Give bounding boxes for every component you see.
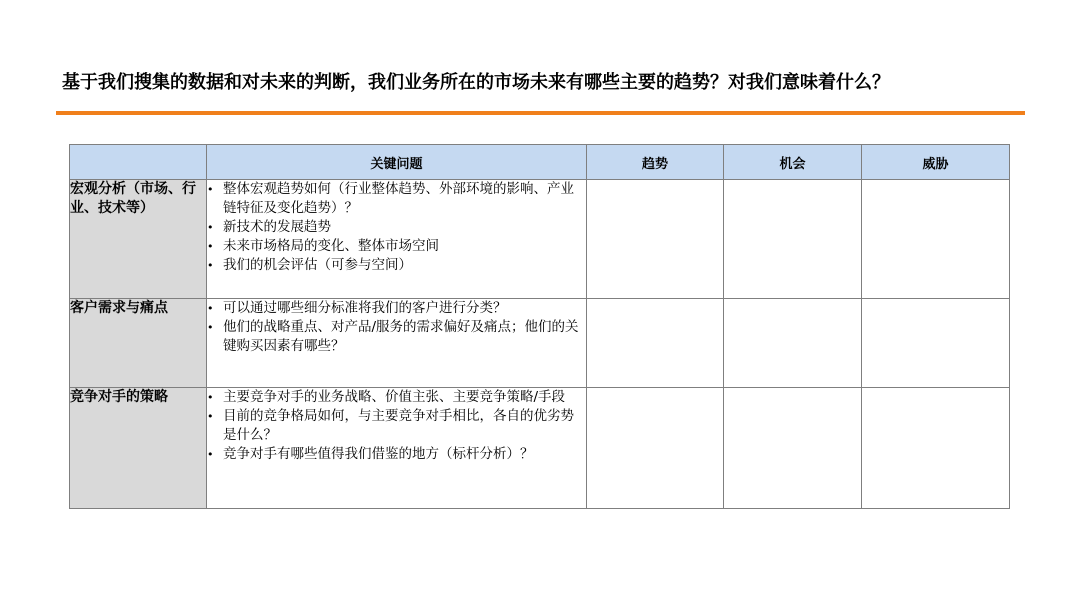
table-row	[70, 388, 1010, 509]
question-list	[207, 388, 586, 464]
list-item: • 整体宏观趋势如何（行业整体趋势、外部环境的影响、产业链特征及变化趋势）？	[207, 181, 574, 216]
list-item: • 未来市场格局的变化、整体市场空间	[207, 238, 439, 254]
trend-cell	[587, 180, 724, 299]
row-label-macro: 宏观分析（市场、行业、技术等）	[70, 180, 207, 299]
bullet-icon: •	[207, 410, 214, 423]
row-label-customer: 客户需求与痛点	[70, 299, 207, 388]
header-opportunity: 机会	[724, 145, 862, 180]
bullet-icon: •	[207, 259, 214, 272]
list-item: • 我们的机会评估（可参与空间）	[207, 257, 412, 273]
page-title: 基于我们搜集的数据和对未来的判断，我们业务所在的市场未来有哪些主要的趋势？对我们意味着什么？	[62, 72, 890, 93]
bullet-icon: •	[207, 448, 214, 461]
opportunity-cell	[724, 299, 862, 388]
bullet-icon: •	[207, 302, 214, 315]
trend-cell	[587, 299, 724, 388]
questions-cell	[207, 388, 587, 509]
question-list	[207, 299, 586, 356]
opportunity-cell	[724, 180, 862, 299]
threat-cell	[862, 299, 1010, 388]
header-threat: 威胁	[862, 145, 1010, 180]
row-label-competitor: 竞争对手的策略	[70, 388, 207, 509]
question-list	[207, 180, 586, 275]
header-key-questions: 关键问题	[207, 145, 587, 180]
bullet-icon: •	[207, 391, 214, 404]
analysis-matrix-table	[69, 144, 1010, 509]
questions-cell	[207, 299, 587, 388]
threat-cell	[862, 388, 1010, 509]
bullet-icon: •	[207, 183, 214, 196]
list-item: • 他们的战略重点、对产品/服务的需求偏好及痛点；他们的关键购买因素有哪些？	[207, 319, 579, 354]
header-trend: 趋势	[587, 145, 724, 180]
table-row	[70, 299, 1010, 388]
threat-cell	[862, 180, 1010, 299]
title-divider	[56, 111, 1025, 115]
list-item: • 竞争对手有哪些值得我们借鉴的地方（标杆分析）？	[207, 446, 534, 462]
bullet-icon: •	[207, 240, 214, 253]
bullet-icon: •	[207, 221, 214, 234]
list-item: • 新技术的发展趋势	[207, 219, 331, 235]
list-item: • 目前的竞争格局如何，与主要竞争对手相比，各自的优劣势是什么？	[207, 408, 574, 443]
table-row	[70, 180, 1010, 299]
opportunity-cell	[724, 388, 862, 509]
bullet-icon: •	[207, 321, 214, 334]
questions-cell	[207, 180, 587, 299]
header-corner	[70, 145, 207, 180]
list-item: • 主要竞争对手的业务战略、价值主张、主要竞争策略/手段	[207, 389, 566, 405]
list-item: • 可以通过哪些细分标准将我们的客户进行分类？	[207, 300, 507, 316]
table-header-row	[70, 145, 1010, 180]
trend-cell	[587, 388, 724, 509]
